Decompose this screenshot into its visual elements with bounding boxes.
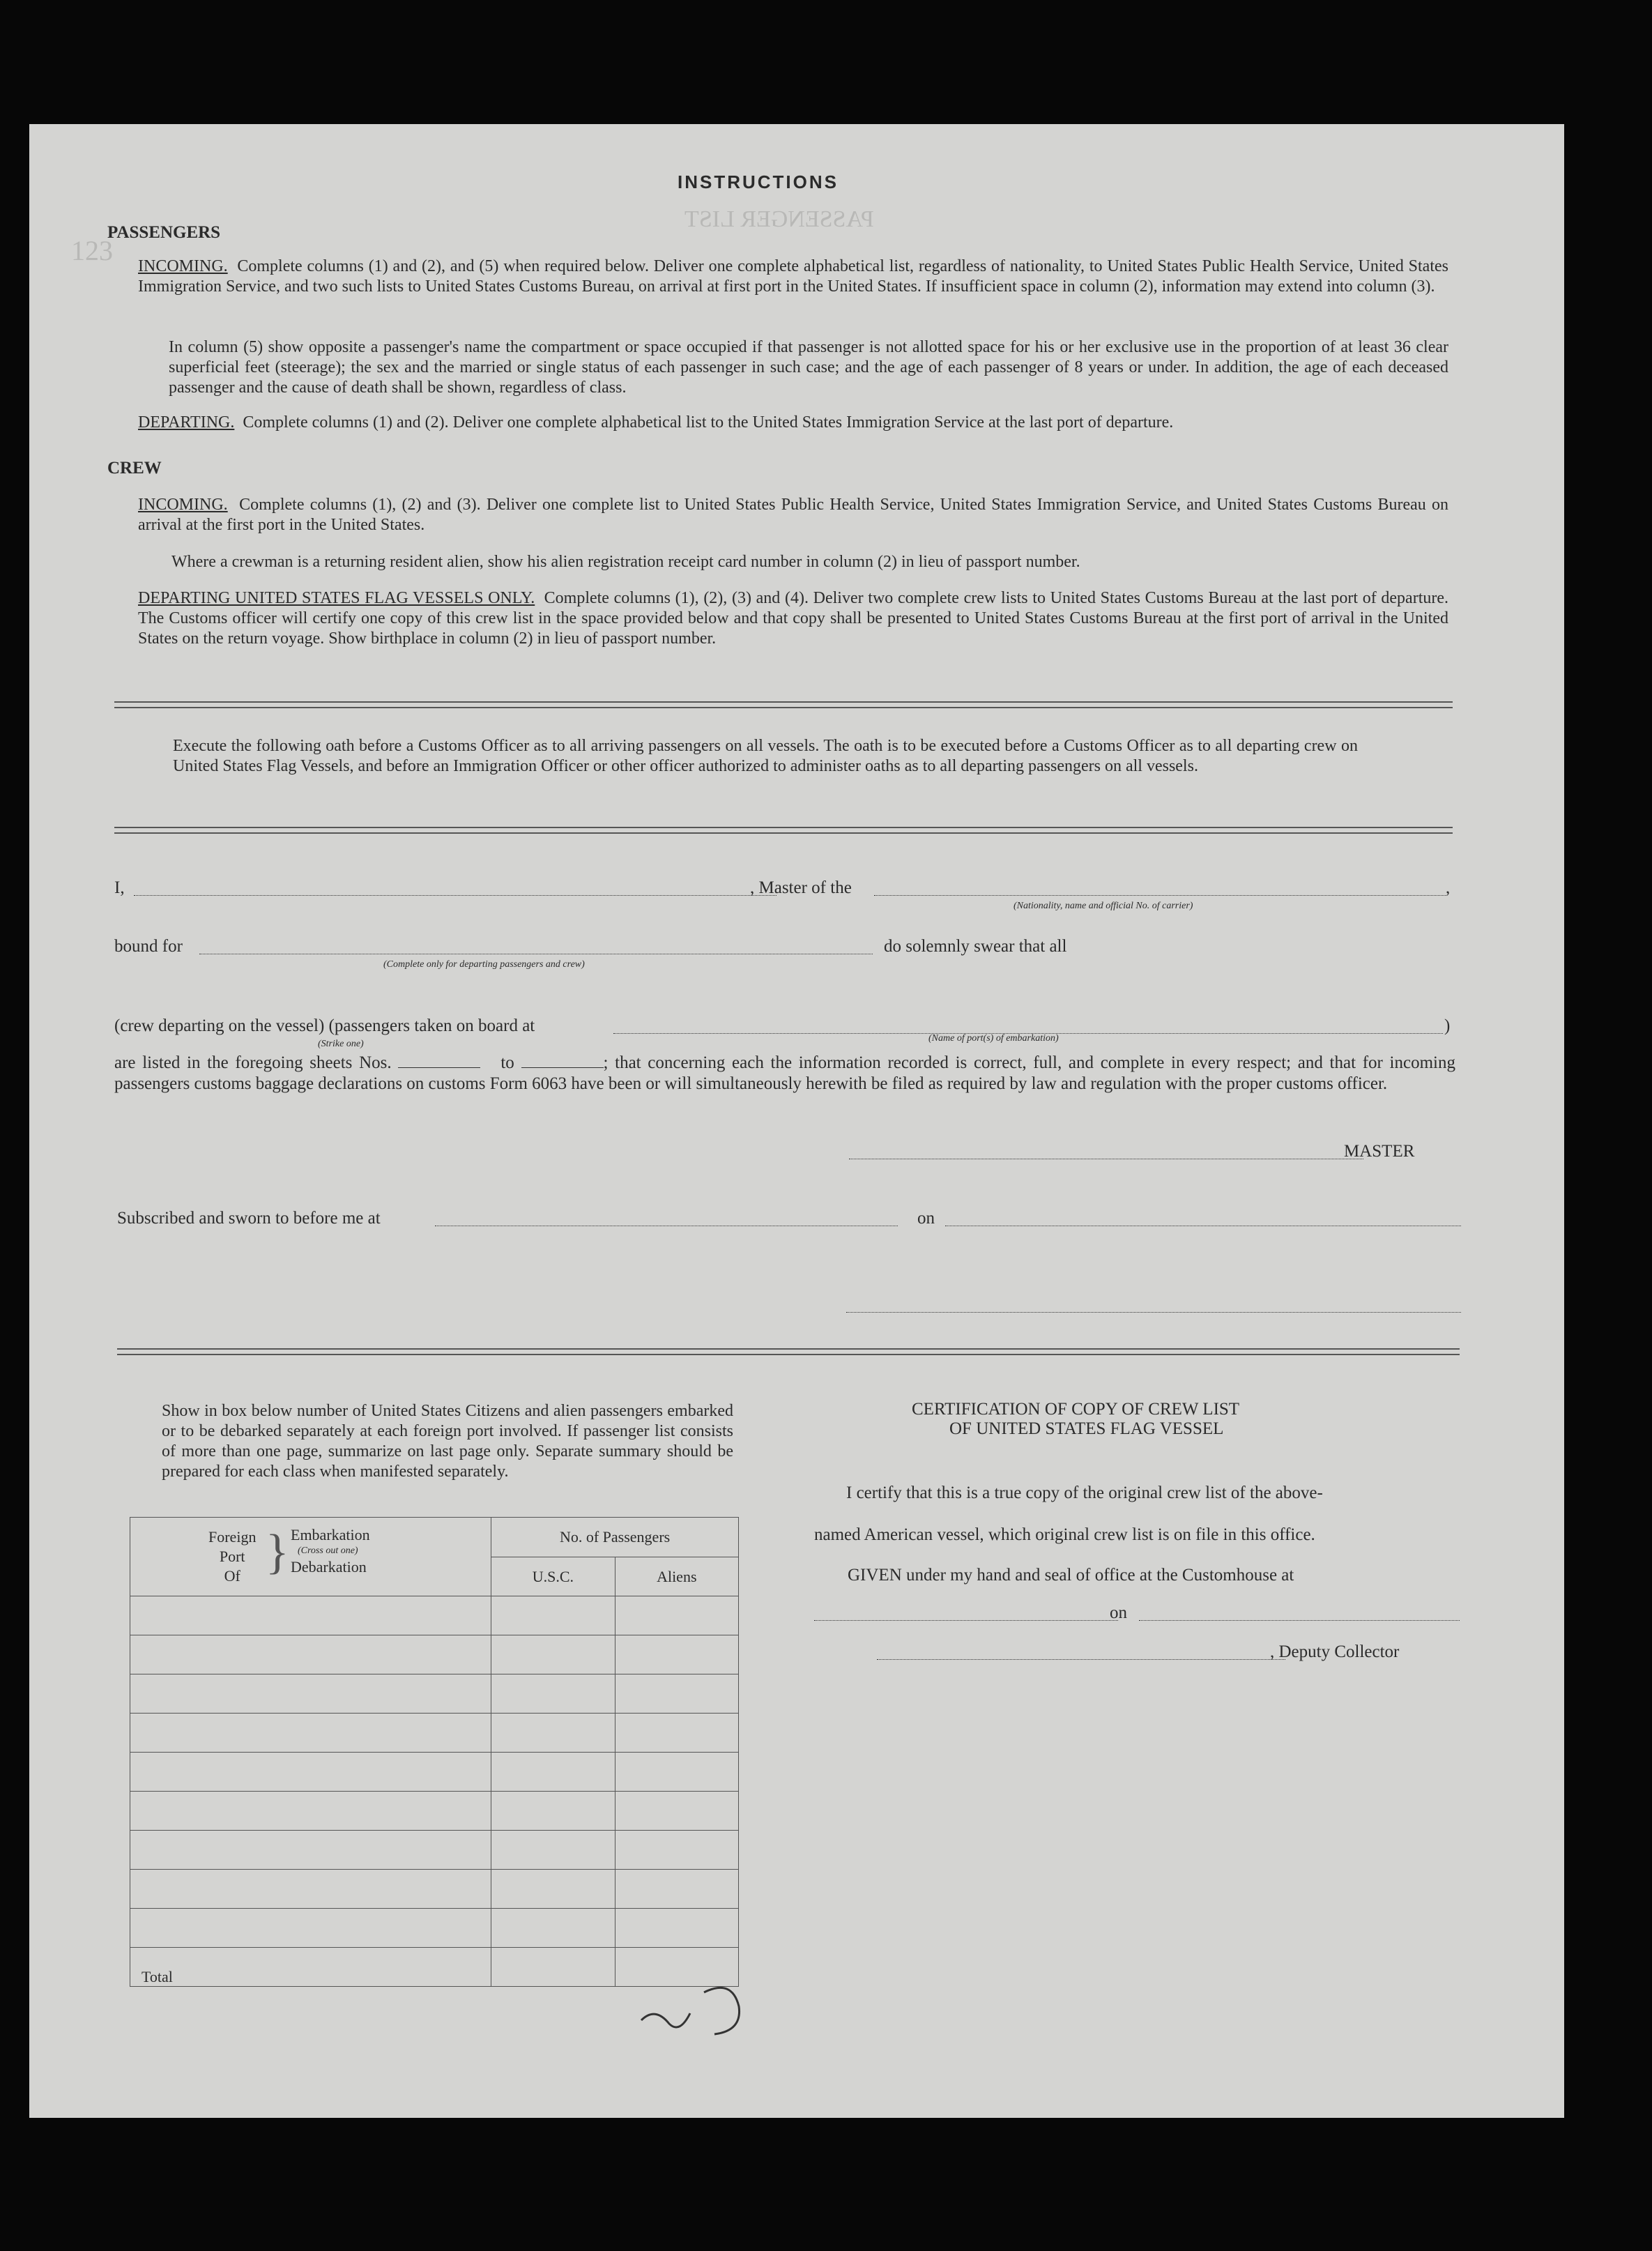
port-cell[interactable] [130,1635,491,1674]
crew-incoming-paragraph [138,495,1448,535]
aliens-cell[interactable] [615,1792,738,1831]
aliens-cell[interactable] [615,1596,738,1635]
customhouse-field[interactable] [814,1620,1118,1621]
carrier-field[interactable] [874,895,1446,896]
master-name-field[interactable] [134,895,777,896]
sheet-from-field[interactable] [398,1067,480,1068]
usc-cell[interactable] [491,1674,615,1714]
crew-departing-text: Complete columns (1), (2), (3) and (4). Deliver two complete crew lists to United States Customs Bureau at the last port of departure. The Customs officer will certify one copy of this crew list in the space provided below and that copy shall be presented to United States Customs Bureau at the first port of arrival in the United States on the return voyage. Show birthplace in column (2) in lieu of passport number. [138,589,1449,648]
foreign-port-of-label [208,1527,256,1586]
master-label: MASTER [1344,1142,1415,1161]
deputy-signature-field[interactable] [877,1659,1285,1660]
bleed-through-text: PASSENGER LIST [684,206,874,232]
crew-incoming-label: INCOMING. [138,496,228,514]
aliens-cell[interactable] [615,1714,738,1753]
port-cell[interactable] [130,1596,491,1635]
crew-departing-oath-label: (crew departing on the vessel) (passengers taken on board at [114,1016,535,1035]
aliens-header: Aliens [615,1557,738,1596]
close-paren: ) [1444,1016,1451,1035]
certify-line-2: named American vessel, which original crew list is on file in this office. [814,1525,1315,1544]
cert-on-label: on [1110,1603,1127,1622]
listed-paragraph [114,1053,1455,1094]
subscribed-label: Subscribed and sworn to before me at [117,1209,381,1228]
crew-resident-paragraph: Where a crewman is a returning resident alien, show his alien registration receipt card number in column (2) in lieu of passport number. [171,553,1080,571]
port-cell[interactable] [130,1909,491,1948]
aliens-cell[interactable] [615,1870,738,1909]
section-divider [117,1348,1460,1355]
crew-heading: CREW [107,459,162,478]
port-cell[interactable] [130,1831,491,1870]
oath-intro-paragraph: Execute the following oath before a Customs Officer as to all arriving passengers on all vessels. The oath is to be executed before a Customs Officer as to all departing crew on United States Flag Vessels, and before an Immigration Officer or other officer authorized to administer oaths as to all departing passengers on all vessels. [173,737,1358,775]
debarkation-label: Debarkation [291,1558,367,1575]
passengers-departing-label: DEPARTING. [138,413,235,432]
to-label: to [500,1053,514,1072]
ports-embarkation-note: (Name of port(s) of embarkation) [928,1033,1059,1044]
crew-departing-label: DEPARTING UNITED STATES FLAG VESSELS ONLY. [138,589,535,607]
aliens-cell[interactable] [615,1909,738,1948]
usc-total-cell[interactable] [491,1948,615,1987]
usc-cell[interactable] [491,1714,615,1753]
page-title: INSTRUCTIONS [678,171,839,192]
crew-incoming-text: Complete columns (1), (2) and (3). Deliver one complete list to United States Public Health Service, United States Immigration Service, and United States Customs Bureau on arrival at the first port in the United States. [138,496,1449,534]
on-label: on [917,1209,935,1228]
total-label: Total [130,1948,491,1987]
embarkation-label: Embarkation [291,1526,370,1543]
port-cell[interactable] [130,1792,491,1831]
usc-header: U.S.C. [491,1557,615,1596]
section-divider [114,827,1453,834]
aliens-cell[interactable] [615,1831,738,1870]
certification-title-2: OF UNITED STATES FLAG VESSEL [949,1419,1224,1438]
usc-cell[interactable] [491,1909,615,1948]
aliens-cell[interactable] [615,1674,738,1714]
passengers-departing-paragraph [138,413,1448,433]
summary-intro-paragraph: Show in box below number of United States Citizens and alien passengers embarked or to be debarked separately at each foreign port involved. If passenger list consists of more than one page, summarize on last page only. Separate summary should be prepared for each class when manifested separately. [162,1402,733,1481]
bound-for-label: bound for [114,937,183,956]
handwritten-mark [627,1964,781,2048]
oath-i-label: I, [114,878,125,897]
passengers-incoming-label: INCOMING. [138,257,228,275]
crew-departing-paragraph [138,588,1448,649]
passengers-column5-paragraph: In column (5) show opposite a passenger's name the compartment or space occupied if that passenger is not allotted space for his or her exclusive use in the proportion of at least 36 clear superficial feet (steerage); the sex and the married or single status of each passenger in such case; and the age of each passenger of 8 years or under. In addition, the age of each deceased passenger and the cause of death shall be shown, regardless of class. [169,338,1448,397]
cross-out-note: (Cross out one) [298,1546,358,1556]
port-cell[interactable] [130,1714,491,1753]
no-passengers-header: No. of Passengers [491,1518,739,1557]
passengers-incoming-paragraph [138,257,1448,297]
port-cell[interactable] [130,1674,491,1714]
cert-date-field[interactable] [1139,1620,1460,1621]
listed-label: are listed in the foregoing sheets Nos. [114,1053,392,1072]
bleed-through-number: 123 [71,235,113,266]
port-cell[interactable] [130,1753,491,1792]
passengers-incoming-text: Complete columns (1) and (2), and (5) when required below. Deliver one complete alphabetical list, regardless of nationality, to United States Public Health Service, United States Immigration Service, and two such lists to United States Customs Bureau, on arrival at first port in the United States. If insufficient space in column (2), information may extend into column (3). [138,257,1448,296]
aliens-cell[interactable] [615,1635,738,1674]
deputy-collector-label: , Deputy Collector [1270,1642,1400,1661]
listed-rest-text: ; that concerning each the information recorded is correct, full, and complete in every respect; and that for incoming passengers customs baggage declarations on customs Form 6063 have been or will simultaneously herewith be filed as required by law and regulation with the proper customs officer. [114,1053,1455,1093]
of-label: Of [224,1567,240,1585]
usc-cell[interactable] [491,1870,615,1909]
form-page [29,124,1564,2118]
oath-master-of-label: , Master of the [750,878,852,897]
usc-cell[interactable] [491,1831,615,1870]
usc-cell[interactable] [491,1753,615,1792]
embark-debark-label [291,1526,370,1576]
passengers-heading: PASSENGERS [107,223,221,242]
strike-one-note: (Strike one) [318,1039,364,1049]
port-header-cell [130,1518,491,1596]
usc-cell[interactable] [491,1792,615,1831]
brace-icon: } [266,1525,289,1579]
solemnly-swear-label: do solemnly swear that all [884,937,1067,956]
passenger-summary-table [130,1517,739,1987]
certification-title-1: CERTIFICATION OF COPY OF CREW LIST [912,1400,1240,1419]
foreign-label: Foreign [208,1528,257,1546]
nationality-note: (Nationality, name and official No. of carrier) [1014,901,1193,911]
section-divider [114,701,1453,708]
certify-line-1: I certify that this is a true copy of the original crew list of the above- [846,1483,1323,1502]
certify-line-3: GIVEN under my hand and seal of office at the Customhouse at [848,1566,1294,1585]
usc-cell[interactable] [491,1635,615,1674]
passengers-departing-text: Complete columns (1) and (2). Deliver one complete alphabetical list to the United States Immigration Service at the last port of departure. [243,413,1174,432]
sheet-to-field[interactable] [521,1067,604,1068]
port-cell[interactable] [130,1870,491,1909]
officer-signature-field[interactable] [846,1312,1461,1313]
aliens-cell[interactable] [615,1753,738,1792]
usc-cell[interactable] [491,1596,615,1635]
oath-comma: , [1446,878,1451,897]
port-label: Port [219,1548,245,1565]
complete-only-note: (Complete only for departing passengers and crew) [383,959,585,970]
